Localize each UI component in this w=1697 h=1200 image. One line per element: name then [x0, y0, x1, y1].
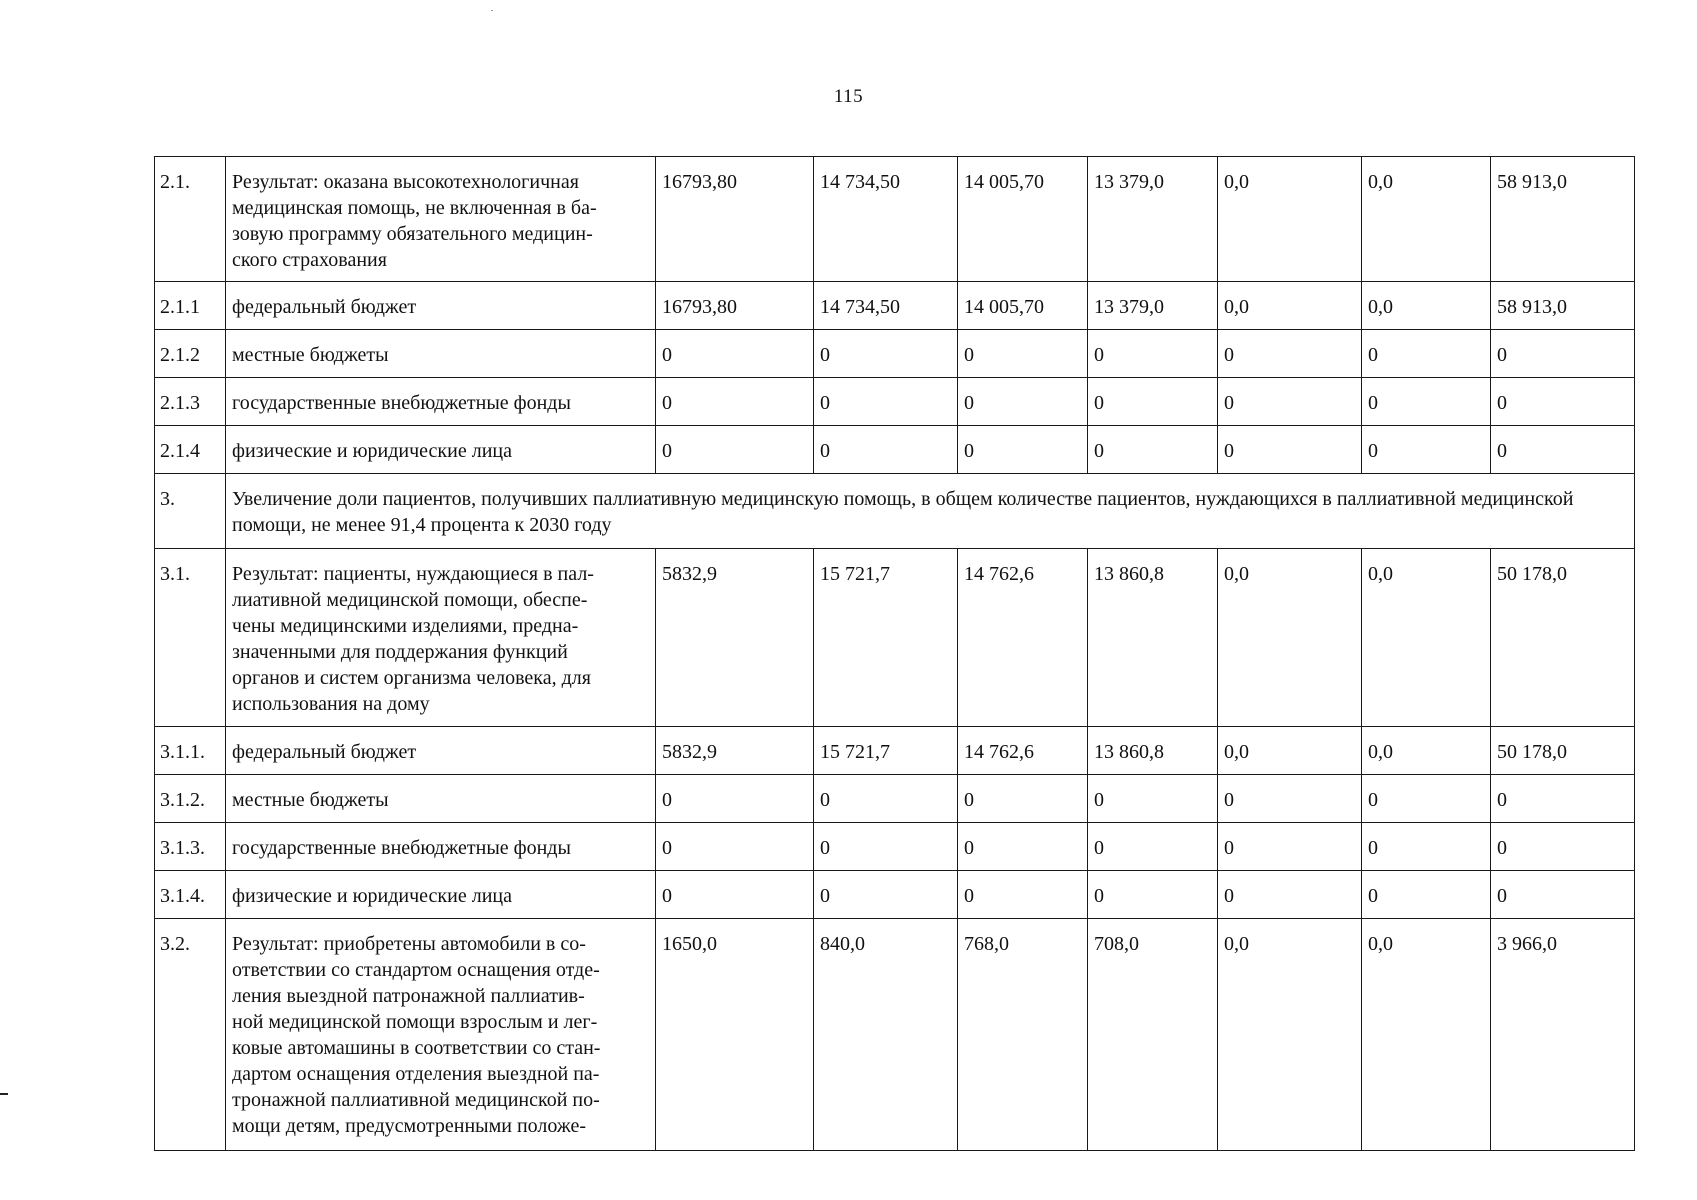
value-cell: 0	[1088, 330, 1218, 378]
value-cell: 0	[1362, 426, 1491, 474]
row-number-cell: 2.1.2	[155, 330, 226, 378]
value-cell: 0	[958, 775, 1088, 823]
row-description-cell: федеральный бюджет	[226, 727, 656, 775]
row-number-cell: 2.1.3	[155, 378, 226, 426]
value-cell: 5832,9	[656, 727, 814, 775]
value-cell: 840,0	[814, 919, 958, 1151]
value-cell: 0,0	[1218, 549, 1362, 727]
value-cell: 0	[958, 378, 1088, 426]
value-cell: 0	[1218, 823, 1362, 871]
value-cell: 3 966,0	[1491, 919, 1635, 1151]
goal-description-cell: Увеличение доли пациентов, получивших паллиативную медицинскую помощь, в общем количестве пациентов, нуждающихся в паллиативной медицинской помощи, не менее 91,4 процента к 2030 году	[226, 474, 1635, 549]
row-description-cell: Результат: оказана высокотехнологичная медицинская помощь, не включенная в ба- зовую программу обязательного медицин- ского страхования	[226, 157, 656, 282]
table-row	[155, 378, 1635, 426]
value-cell: 16793,80	[656, 282, 814, 330]
value-cell: 16793,80	[656, 157, 814, 282]
value-cell: 0	[958, 823, 1088, 871]
value-cell: 0	[656, 330, 814, 378]
row-description-cell: федеральный бюджет	[226, 282, 656, 330]
value-cell: 0	[1362, 871, 1491, 919]
row-number-cell: 3.1.4.	[155, 871, 226, 919]
value-cell: 0	[814, 378, 958, 426]
value-cell: 0	[814, 871, 958, 919]
table-row	[155, 871, 1635, 919]
value-cell: 768,0	[958, 919, 1088, 1151]
value-cell: 14 734,50	[814, 282, 958, 330]
goal-row	[155, 474, 1635, 549]
value-cell: 13 379,0	[1088, 157, 1218, 282]
value-cell: 0	[1491, 426, 1635, 474]
table-row	[155, 727, 1635, 775]
table-row	[155, 426, 1635, 474]
value-cell: 0	[814, 823, 958, 871]
value-cell: 0	[814, 775, 958, 823]
row-number-cell: 3.1.3.	[155, 823, 226, 871]
row-number-cell: 2.1.1	[155, 282, 226, 330]
table-row	[155, 775, 1635, 823]
value-cell: 0	[656, 378, 814, 426]
value-cell: 0	[1088, 775, 1218, 823]
row-description-cell: государственные внебюджетные фонды	[226, 823, 656, 871]
budget-table	[154, 156, 1635, 1151]
value-cell: 14 762,6	[958, 727, 1088, 775]
row-number-cell: 2.1.	[155, 157, 226, 282]
value-cell: 0	[656, 775, 814, 823]
row-number-cell: 3.1.2.	[155, 775, 226, 823]
value-cell: 708,0	[1088, 919, 1218, 1151]
value-cell: 50 178,0	[1491, 549, 1635, 727]
value-cell: 58 913,0	[1491, 157, 1635, 282]
value-cell: 14 005,70	[958, 282, 1088, 330]
value-cell: 0	[656, 426, 814, 474]
value-cell: 0	[1491, 378, 1635, 426]
value-cell: 0	[1491, 823, 1635, 871]
row-description-cell: государственные внебюджетные фонды	[226, 378, 656, 426]
row-description-cell: Результат: приобретены автомобили в со- ответствии со стандартом оснащения отде- ления выездной патронажной паллиатив- ной медицинской помощи взрослым и лег- ковые автомашины в соответствии со стан- дартом оснащения отделения выездной па- тронажной паллиативной медицинской по- мощи детям, предусмотренными положе-	[226, 919, 656, 1151]
value-cell: 0	[656, 823, 814, 871]
table-row	[155, 282, 1635, 330]
row-number-cell: 3.2.	[155, 919, 226, 1151]
row-description-cell: местные бюджеты	[226, 330, 656, 378]
value-cell: 14 005,70	[958, 157, 1088, 282]
value-cell: 0	[1088, 871, 1218, 919]
value-cell: 0,0	[1218, 919, 1362, 1151]
scan-artifact-dot	[491, 10, 493, 11]
row-number-cell: 3.	[155, 474, 226, 549]
page-number: 115	[833, 86, 864, 107]
value-cell: 0	[814, 330, 958, 378]
value-cell: 0,0	[1362, 727, 1491, 775]
value-cell: 50 178,0	[1491, 727, 1635, 775]
value-cell: 0	[1218, 775, 1362, 823]
value-cell: 13 860,8	[1088, 727, 1218, 775]
value-cell: 0,0	[1218, 157, 1362, 282]
value-cell: 0	[1218, 330, 1362, 378]
value-cell: 0,0	[1362, 157, 1491, 282]
value-cell: 0,0	[1362, 919, 1491, 1151]
value-cell: 0	[814, 426, 958, 474]
value-cell: 0	[1491, 330, 1635, 378]
value-cell: 0	[1088, 823, 1218, 871]
row-number-cell: 3.1.	[155, 549, 226, 727]
value-cell: 0	[1362, 823, 1491, 871]
value-cell: 15 721,7	[814, 549, 958, 727]
scan-artifact-mark	[0, 1093, 8, 1095]
value-cell: 5832,9	[656, 549, 814, 727]
value-cell: 0,0	[1362, 549, 1491, 727]
value-cell: 0	[656, 871, 814, 919]
table-row	[155, 919, 1635, 1151]
table-row	[155, 330, 1635, 378]
value-cell: 0,0	[1362, 282, 1491, 330]
value-cell: 0	[1362, 775, 1491, 823]
value-cell: 0	[1088, 426, 1218, 474]
value-cell: 15 721,7	[814, 727, 958, 775]
value-cell: 58 913,0	[1491, 282, 1635, 330]
value-cell: 14 734,50	[814, 157, 958, 282]
table-row	[155, 549, 1635, 727]
value-cell: 0	[1362, 330, 1491, 378]
value-cell: 0	[1362, 378, 1491, 426]
row-number-cell: 3.1.1.	[155, 727, 226, 775]
budget-table-body	[155, 157, 1635, 1151]
value-cell: 0	[1491, 775, 1635, 823]
table-row	[155, 157, 1635, 282]
value-cell: 0	[958, 871, 1088, 919]
row-description-cell: Результат: пациенты, нуждающиеся в пал- лиативной медицинской помощи, обеспе- чены медицинскими изделиями, предна- значенными для поддержания функций органов и систем организма человека, для использования на дому	[226, 549, 656, 727]
value-cell: 13 860,8	[1088, 549, 1218, 727]
row-description-cell: физические и юридические лица	[226, 871, 656, 919]
value-cell: 0,0	[1218, 282, 1362, 330]
value-cell: 0	[1218, 871, 1362, 919]
row-number-cell: 2.1.4	[155, 426, 226, 474]
value-cell: 0	[1088, 378, 1218, 426]
value-cell: 0	[1218, 426, 1362, 474]
table-row	[155, 823, 1635, 871]
row-description-cell: местные бюджеты	[226, 775, 656, 823]
value-cell: 0	[1218, 378, 1362, 426]
value-cell: 0	[958, 330, 1088, 378]
value-cell: 1650,0	[656, 919, 814, 1151]
value-cell: 0,0	[1218, 727, 1362, 775]
value-cell: 0	[958, 426, 1088, 474]
value-cell: 14 762,6	[958, 549, 1088, 727]
value-cell: 13 379,0	[1088, 282, 1218, 330]
row-description-cell: физические и юридические лица	[226, 426, 656, 474]
value-cell: 0	[1491, 871, 1635, 919]
